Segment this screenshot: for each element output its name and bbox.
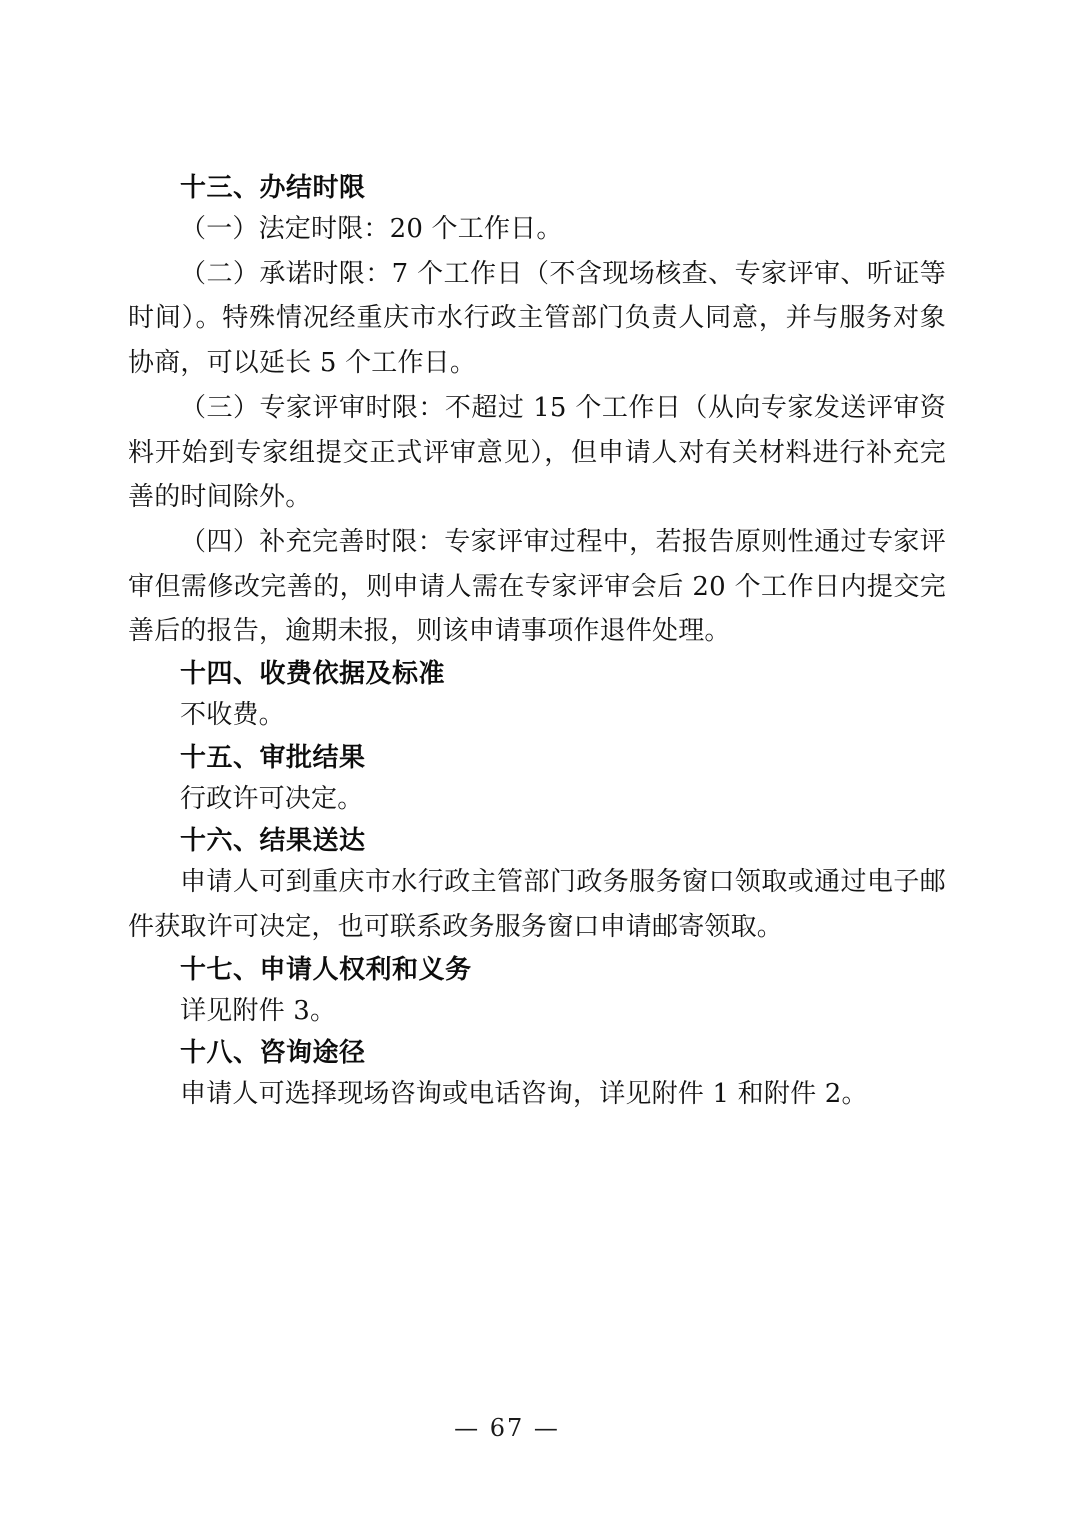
section-17: [128, 952, 946, 1034]
paragraph: （一）法定时限：20 个工作日。: [180, 213, 563, 244]
section-15: [128, 740, 946, 822]
page-footer: [0, 1414, 1074, 1442]
document-body: [128, 170, 946, 1117]
paragraph: 不收费。: [180, 700, 285, 730]
paragraph: （二）承诺时限：7 个工作日（不含现场核查、专家评审、听证等时间）。特殊情况经重庆市水行政主管部门负责人同意，并与服务对象协商，可以延长 5 个工作日。: [128, 258, 946, 379]
section-18: [128, 1035, 946, 1117]
paragraph: （四）补充完善时限：专家评审过程中，若报告原则性通过专家评审但需修改完善的，则申请人需在专家评审会后 20 个工作日内提交完善后的报告，逾期未报，则该申请事项作退件处理。: [128, 526, 946, 647]
section-14: [128, 656, 946, 738]
paragraph: 详见附件 3。: [180, 995, 337, 1026]
section-13: [128, 170, 946, 654]
section-heading: 十七、申请人权利和义务: [180, 954, 472, 985]
paragraph: 行政许可决定。: [180, 783, 364, 814]
paragraph: 申请人可到重庆市水行政主管部门政务服务窗口领取或通过电子邮件获取许可决定，也可联系政务服务窗口申请邮寄领取。: [128, 867, 946, 942]
section-heading: 十四、收费依据及标准: [180, 659, 446, 690]
section-heading: 十三、办结时限: [180, 173, 366, 203]
section-heading: 十六、结果送达: [180, 826, 366, 857]
paragraph: （三）专家评审时限：不超过 15 个工作日（从向专家发送评审资料开始到专家组提交正式评审意见），但申请人对有关材料进行补充完善的时间除外。: [128, 392, 946, 513]
page-number: — 67 —: [454, 1414, 560, 1442]
section-heading: 十八、咨询途径: [180, 1038, 366, 1069]
section-heading: 十五、审批结果: [180, 742, 366, 773]
section-16: [128, 823, 946, 949]
paragraph: 申请人可选择现场咨询或电话咨询，详见附件 1 和附件 2。: [180, 1079, 868, 1110]
